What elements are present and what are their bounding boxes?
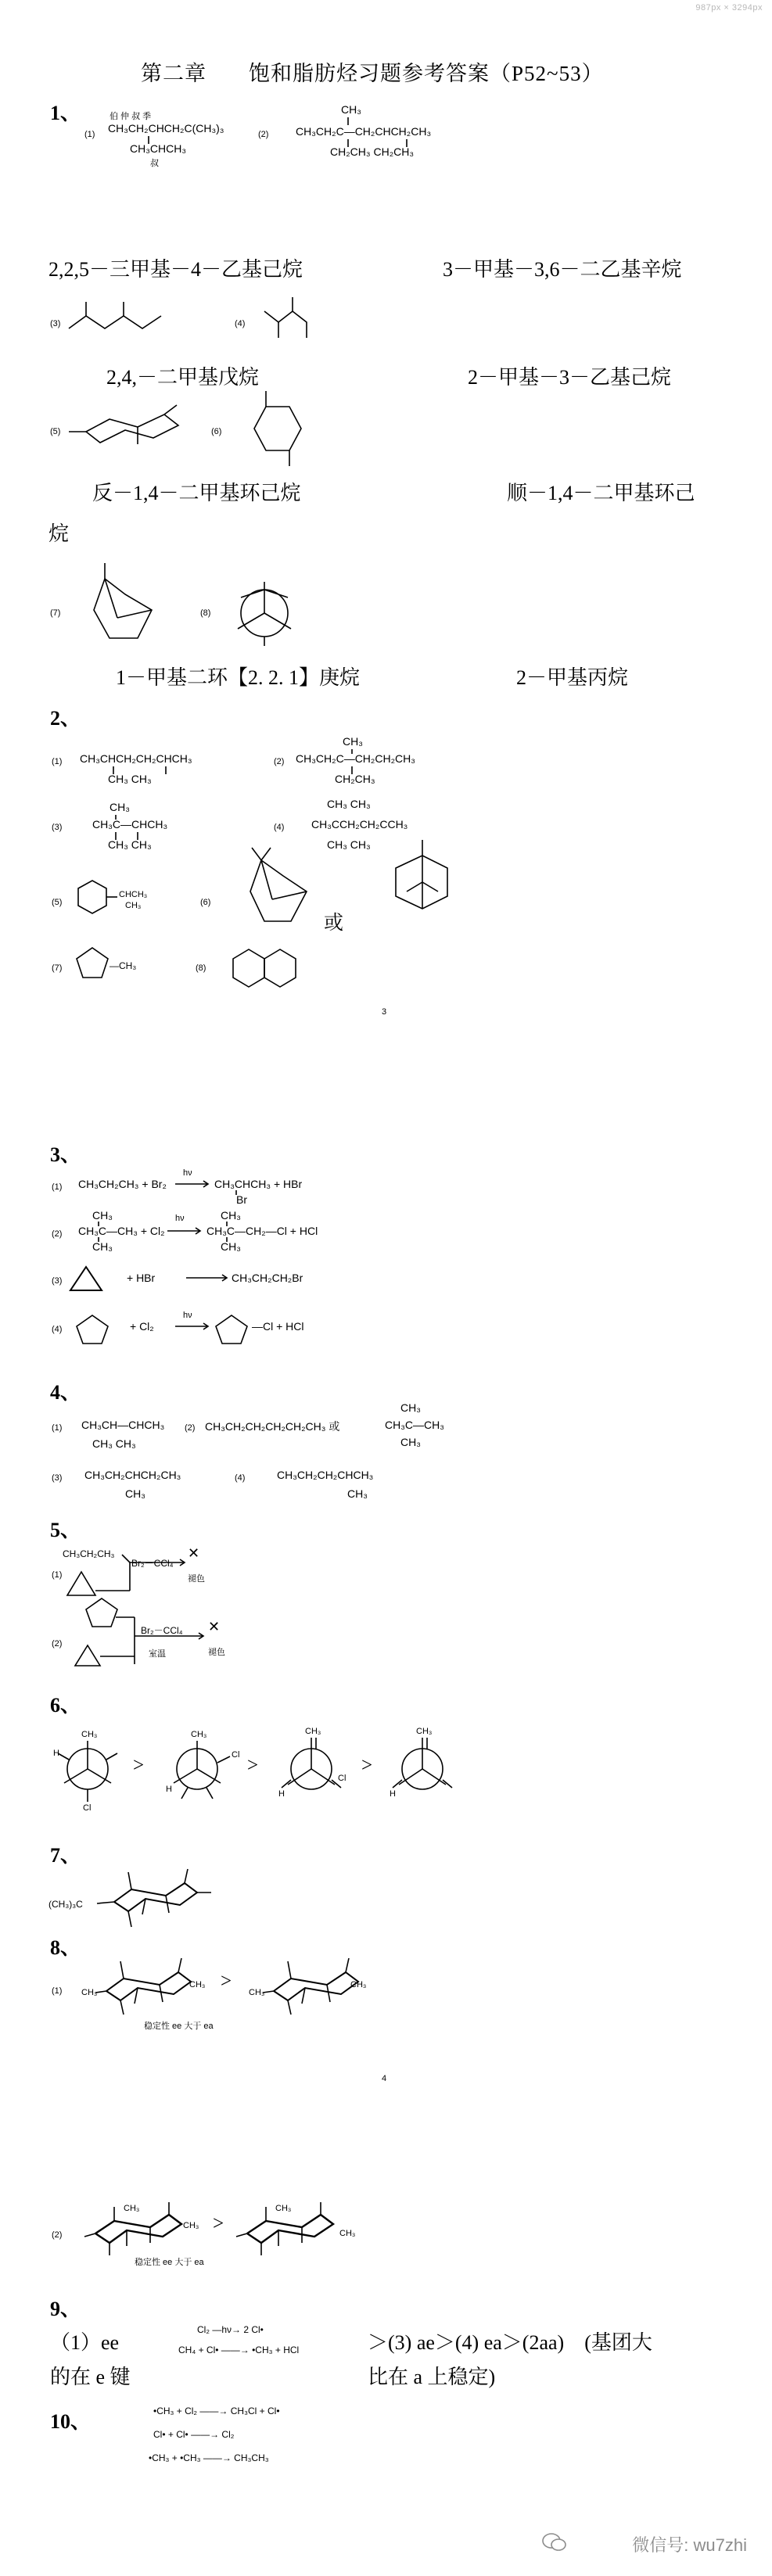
q2-or-label: 或 [324, 913, 344, 934]
q8-c1-me-right: CH₃ [189, 1980, 206, 1989]
q3-r3-lhs: + HBr [127, 1272, 156, 1284]
q4-i4-index: (4) [235, 1473, 246, 1483]
q4-i4-branch: CH₃ [347, 1487, 368, 1500]
q4-i3-branch: CH₃ [125, 1487, 145, 1500]
q8-c2-me-top: CH₃ [124, 2204, 140, 2213]
q4-i1-formula: CH₃CH—CHCH₃ [81, 1419, 165, 1431]
q2-f1-index: (1) [52, 757, 63, 766]
q2-f5-sub: CH₃ [125, 901, 142, 910]
q5-t1-index: (1) [52, 1570, 63, 1580]
q8-c2-index: (2) [52, 2230, 63, 2240]
chapter-label: 第二章 [141, 62, 206, 85]
q1-s2-branch: CH₂CH₃ CH₂CH₃ [330, 145, 415, 158]
q3-r2-condition: hν [175, 1214, 185, 1223]
q5-t2-condition: 室温 [149, 1649, 166, 1659]
q1-s4-index: (4) [235, 319, 246, 328]
q1-s1-formula: CH₃CH₂CHCH₂C(CH₃)₃ [108, 122, 224, 135]
q3-r2-rhs-top: CH₃ [221, 1209, 241, 1222]
q6-n3-right: Cl [338, 1774, 347, 1783]
q8-c1-note: 稳定性 ee 大于 ea [144, 2022, 214, 2031]
q6-n1-h: H [53, 1749, 59, 1758]
q2-f7-index: (7) [52, 963, 63, 973]
q1-s2-index: (2) [258, 130, 269, 139]
q3-r2-lhs-sub: CH₃ [92, 1240, 113, 1253]
q1-s7-index: (7) [50, 608, 61, 618]
question-8-number: 8、 [50, 1936, 81, 1959]
q6-n1-top: CH₃ [81, 1730, 98, 1739]
q6-n1-bottom: Cl [83, 1803, 92, 1813]
question-1-number: 1、 [50, 102, 81, 124]
q1-s6-index: (6) [211, 427, 222, 436]
q1-s5-index: (5) [50, 427, 61, 436]
q5-t2-index: (2) [52, 1639, 63, 1649]
q1-s1-branch-label: 叔 [150, 159, 159, 168]
q4-i3-index: (3) [52, 1473, 63, 1483]
q6-n4-h: H [390, 1789, 396, 1799]
q3-r2-rhs-sub: CH₃ [221, 1240, 241, 1253]
q2-f4-top: CH₃ CH₃ [327, 798, 371, 810]
q3-r2-lhs: CH₃C—CH₃ + Cl₂ [78, 1225, 165, 1237]
dimensions-label: 987px × 3294px [695, 3, 763, 13]
question-5-number: 5、 [50, 1519, 81, 1541]
q1-name-7: 1－甲基二环【2. 2. 1】庚烷 [116, 666, 361, 689]
q3-r1-index: (1) [52, 1182, 63, 1192]
q5-t2-result: 褪色 [208, 1648, 225, 1657]
q2-f2-branch: CH₂CH₃ [335, 773, 375, 785]
q3-r4-condition: hν [183, 1311, 192, 1320]
q5-t1-compound: CH₃CH₂CH₃ [63, 1548, 115, 1559]
q9-answer-left-2: 的在 e 键 [50, 2366, 131, 2388]
q1-name-2: 3－甲基－3,6－二乙基辛烷 [443, 258, 682, 281]
wechat-icon [542, 2532, 567, 2553]
q1-name-6a: 顺－1,4－二甲基环己 [507, 482, 695, 504]
question-4-number: 4、 [50, 1381, 81, 1404]
q10-mechanism-1: •CH₃ + Cl₂ ——→ CH₃Cl + Cl• [153, 2406, 280, 2416]
q8-c2-me-right: CH₃ [183, 2221, 199, 2230]
q4-i2-alt: CH₃C—CH₃ [385, 1419, 444, 1431]
q2-f5-index: (5) [52, 898, 63, 907]
q8-c1-gt: > [221, 1971, 232, 1992]
q1-name-3: 2,4,－二甲基戊烷 [106, 366, 260, 389]
q2-f6-index: (6) [200, 898, 211, 907]
q9-mechanism-2: CH₄ + Cl• ——→ •CH₃ + HCl [178, 2345, 300, 2355]
q5-t1-result: 褪色 [188, 1574, 205, 1584]
q2-f1-formula: CH₃CHCH₂CH₂CHCH₃ [80, 752, 192, 765]
q4-i4-formula: CH₃CH₂CH₂CHCH₃ [277, 1469, 374, 1481]
q1-s1-branch: CH₃CHCH₃ [130, 142, 187, 155]
q4-i1-branch: CH₃ CH₃ [92, 1437, 136, 1450]
q9-answer-right-2: 比在 a 上稳定) [368, 2366, 496, 2388]
q4-i2-index: (2) [185, 1423, 196, 1433]
q3-r2-index: (2) [52, 1229, 63, 1239]
q3-r4-lhs: + Cl₂ [130, 1320, 154, 1333]
q4-i1-index: (1) [52, 1423, 63, 1433]
q8-c2-me-right-2: CH₃ [339, 2229, 356, 2238]
q4-i2-formula: CH₃CH₂CH₂CH₂CH₂CH₃ 或 [205, 1420, 340, 1433]
q8-c2-note: 稳定性 ee 大于 ea [135, 2258, 204, 2267]
q8-c1-me-right-2: CH₃ [350, 1980, 367, 1989]
question-9-number: 9、 [50, 2298, 81, 2320]
q1-s8-index: (8) [200, 608, 211, 618]
q1-s2-formula: CH₃CH₂C—CH₂CHCH₂CH₃ [296, 125, 432, 138]
q2-f2-index: (2) [274, 757, 285, 766]
q2-f3-branch: CH₃ CH₃ [108, 838, 152, 851]
q5-t2-no-reaction: ✕ [208, 1619, 221, 1634]
question-10-number: 10、 [50, 2410, 92, 2433]
q5-t1-no-reaction: ✕ [188, 1545, 200, 1561]
q2-f3-index: (3) [52, 823, 63, 832]
q2-f8-index: (8) [196, 963, 206, 973]
q1-s3-index: (3) [50, 319, 61, 328]
q8-c2-me-top-2: CH₃ [275, 2204, 292, 2213]
q2-f4-formula: CH₃CCH₂CH₂CCH₃ [311, 818, 408, 831]
q9-answer-left: （1）ee [50, 2331, 120, 2354]
q6-gt-2: > [247, 1755, 259, 1776]
question-6-number: 6、 [50, 1694, 81, 1717]
q3-r3-index: (3) [52, 1276, 63, 1286]
q6-n4-top: CH₃ [416, 1727, 433, 1736]
q1-s2-top: CH₃ [341, 103, 361, 116]
q3-r1-sub: Br [236, 1193, 247, 1206]
q8-c1-me-left: CH₃ [81, 1988, 98, 1997]
q9-answer-right: ＞(3) ae＞(4) ea＞(2aa) (基团大 [368, 2331, 652, 2354]
page-number-3: 3 [382, 1007, 387, 1017]
watermark-text: 微信号: wu7zhi [632, 2535, 747, 2555]
q5-t2-reagent: Br₂－CCl₄ [141, 1625, 183, 1636]
q1-name-1: 2,2,5－三甲基－4－乙基己烷 [48, 258, 303, 281]
q7-tbutyl-label: (CH₃)₃C [48, 1899, 83, 1910]
q3-r1-condition: hν [183, 1168, 192, 1178]
question-3-number: 3、 [50, 1143, 81, 1166]
q8-c1-index: (1) [52, 1986, 63, 1996]
q2-f4-index: (4) [274, 823, 285, 832]
q2-f3-top: CH₃ [110, 801, 130, 813]
q2-f4-branch: CH₃ CH₃ [327, 838, 371, 851]
q4-i3-formula: CH₃CH₂CHCH₂CH₃ [84, 1469, 181, 1481]
q3-r1-lhs: CH₃CH₂CH₃ + Br₂ [78, 1178, 167, 1190]
question-2-number: 2、 [50, 707, 81, 730]
q2-f2-top: CH₃ [343, 735, 363, 748]
q8-c1-me-left-2: CH₃ [249, 1988, 265, 1997]
page-number-4: 4 [382, 2074, 387, 2083]
q1-s1-carbon-labels: 伯 仲 叔 季 [110, 112, 152, 121]
question-7-number: 7、 [50, 1844, 81, 1867]
q6-n2-top: CH₃ [191, 1730, 207, 1739]
q1-name-5: 反－1,4－二甲基环己烷 [92, 482, 301, 504]
q5-t1-reagent: Br₂－CCl₄ [131, 1558, 174, 1569]
q4-i2-alt-top: CH₃ [400, 1401, 421, 1414]
q2-f7-label: —CH₃ [110, 960, 137, 971]
q1-name-6b: 烷 [48, 522, 70, 545]
q6-n3-h: H [278, 1789, 285, 1799]
q9-mechanism-1: Cl₂ —hν→ 2 Cl• [197, 2324, 264, 2335]
q6-gt-1: > [133, 1755, 145, 1776]
q6-n3-top: CH₃ [305, 1727, 321, 1736]
q3-r2-rhs: CH₃C—CH₂—Cl + HCl [206, 1225, 318, 1237]
q2-f3-formula: CH₃C—CHCH₃ [92, 818, 168, 831]
q6-gt-3: > [361, 1755, 373, 1776]
q3-r4-index: (4) [52, 1325, 63, 1334]
q2-f5-label: CHCH₃ [119, 890, 148, 899]
page-title: 饱和脂肪烃习题参考答案（P52~53） [249, 62, 604, 85]
q4-i2-alt-sub: CH₃ [400, 1436, 421, 1448]
q3-r4-rhs: —Cl + HCl [252, 1320, 304, 1333]
q10-mechanism-3: •CH₃ + •CH₃ ——→ CH₃CH₃ [149, 2452, 269, 2463]
q1-name-4: 2－甲基－3－乙基己烷 [468, 366, 672, 389]
q2-f1-branch: CH₃ CH₃ [108, 773, 152, 785]
q2-f2-formula: CH₃CH₂C—CH₂CH₂CH₃ [296, 752, 415, 765]
q3-r3-rhs: CH₃CH₂CH₂Br [232, 1272, 303, 1284]
q3-r2-lhs-top: CH₃ [92, 1209, 113, 1222]
q8-c2-gt: > [213, 2213, 224, 2234]
q10-mechanism-2: Cl• + Cl• ——→ Cl₂ [153, 2429, 235, 2440]
q1-name-8: 2－甲基丙烷 [516, 666, 629, 689]
q1-s1-index: (1) [84, 130, 95, 139]
q6-n2-h: H [166, 1785, 172, 1794]
q6-n2-right: Cl [232, 1750, 240, 1760]
q3-r1-rhs: CH₃CHCH₃ + HBr [214, 1178, 303, 1190]
